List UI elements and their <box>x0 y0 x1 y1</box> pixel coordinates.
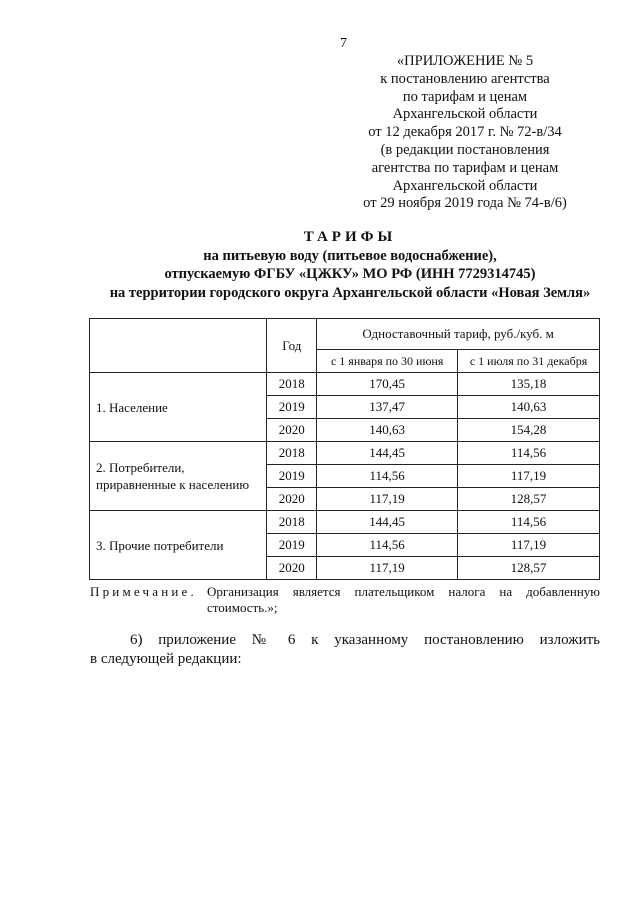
tariff-h2-cell: 154,28 <box>458 419 600 442</box>
tariff-h2-cell: 117,19 <box>458 534 600 557</box>
tariff-h2-cell: 117,19 <box>458 465 600 488</box>
tariff-h2-cell: 114,56 <box>458 511 600 534</box>
page-number: 7 <box>340 36 347 51</box>
appendix-line: Архангельской области <box>392 177 538 194</box>
appendix-line: от 29 ноября 2019 года № 74-в/6) <box>363 195 567 212</box>
note-label: Примечание. <box>90 584 197 599</box>
appendix-line: «ПРИЛОЖЕНИЕ № 5 <box>396 53 534 69</box>
tariff-h1-cell: 144,45 <box>317 511 458 534</box>
tariff-h1-cell: 140,63 <box>317 419 458 442</box>
paragraph-line: 6) приложение № 6 к указанному постановлению изложить <box>130 632 600 648</box>
document-title <box>60 228 640 302</box>
year-cell: 2020 <box>267 419 317 442</box>
tariff-h1-cell: 170,45 <box>317 373 458 396</box>
year-cell: 2018 <box>267 373 317 396</box>
tariff-h2-cell: 114,56 <box>458 442 600 465</box>
appendix-line: по тарифам и ценам <box>402 88 528 105</box>
year-cell: 2019 <box>267 534 317 557</box>
tariff-h2-cell: 135,18 <box>458 373 600 396</box>
year-cell: 2018 <box>267 511 317 534</box>
tariff-table <box>89 318 600 580</box>
table-header-row <box>90 319 600 350</box>
tariff-h1-cell: 137,47 <box>317 396 458 419</box>
category-cell: 1. Население <box>90 373 267 442</box>
title-line: на питьевую воду (питьевое водоснабжение), <box>203 247 497 264</box>
table-row <box>90 442 600 465</box>
category-cell: 3. Прочие потребители <box>90 511 267 580</box>
appendix-header <box>340 53 590 213</box>
table-row <box>90 511 600 534</box>
header-year: Год <box>267 319 317 373</box>
tariff-h1-cell: 117,19 <box>317 557 458 580</box>
header-period2: с 1 июля по 31 декабря <box>458 350 600 373</box>
title-line: отпускаемую ФГБУ «ЦЖКУ» МО РФ (ИНН 7729314745) <box>164 266 536 283</box>
tariff-h1-cell: 144,45 <box>317 442 458 465</box>
header-period1: с 1 января по 30 июня <box>317 350 458 373</box>
header-category <box>90 319 267 373</box>
tariff-h2-cell: 128,57 <box>458 557 600 580</box>
tariff-h1-cell: 117,19 <box>317 488 458 511</box>
header-tariff-group: Одноставочный тариф, руб./куб. м <box>317 319 600 350</box>
appendix-line: к постановлению агентства <box>380 70 550 87</box>
appendix-line: агентства по тарифам и ценам <box>371 159 559 176</box>
table-note <box>90 584 600 615</box>
appendix-line: Архангельской области <box>392 106 538 123</box>
year-cell: 2019 <box>267 396 317 419</box>
category-cell: 2. Потребители, приравненные к населению <box>90 442 267 511</box>
note-text: Организация является плательщиком налога на добавленную <box>207 584 600 599</box>
year-cell: 2020 <box>267 557 317 580</box>
title-line: на территории городского округа Архангельской области «Новая Земля» <box>109 284 591 301</box>
body-paragraph <box>90 631 600 669</box>
tariff-h1-cell: 114,56 <box>317 534 458 557</box>
appendix-line: (в редакции постановления <box>380 141 550 158</box>
tariff-h2-cell: 140,63 <box>458 396 600 419</box>
tariff-h1-cell: 114,56 <box>317 465 458 488</box>
title-main: ТАРИФЫ <box>303 229 397 245</box>
appendix-line: от 12 декабря 2017 г. № 72-в/34 <box>368 124 562 141</box>
tariff-h2-cell: 128,57 <box>458 488 600 511</box>
paragraph-line: в следующей редакции: <box>90 651 242 667</box>
year-cell: 2018 <box>267 442 317 465</box>
year-cell: 2019 <box>267 465 317 488</box>
note-text-continued: стоимость.»; <box>207 599 278 615</box>
year-cell: 2020 <box>267 488 317 511</box>
table-row <box>90 373 600 396</box>
